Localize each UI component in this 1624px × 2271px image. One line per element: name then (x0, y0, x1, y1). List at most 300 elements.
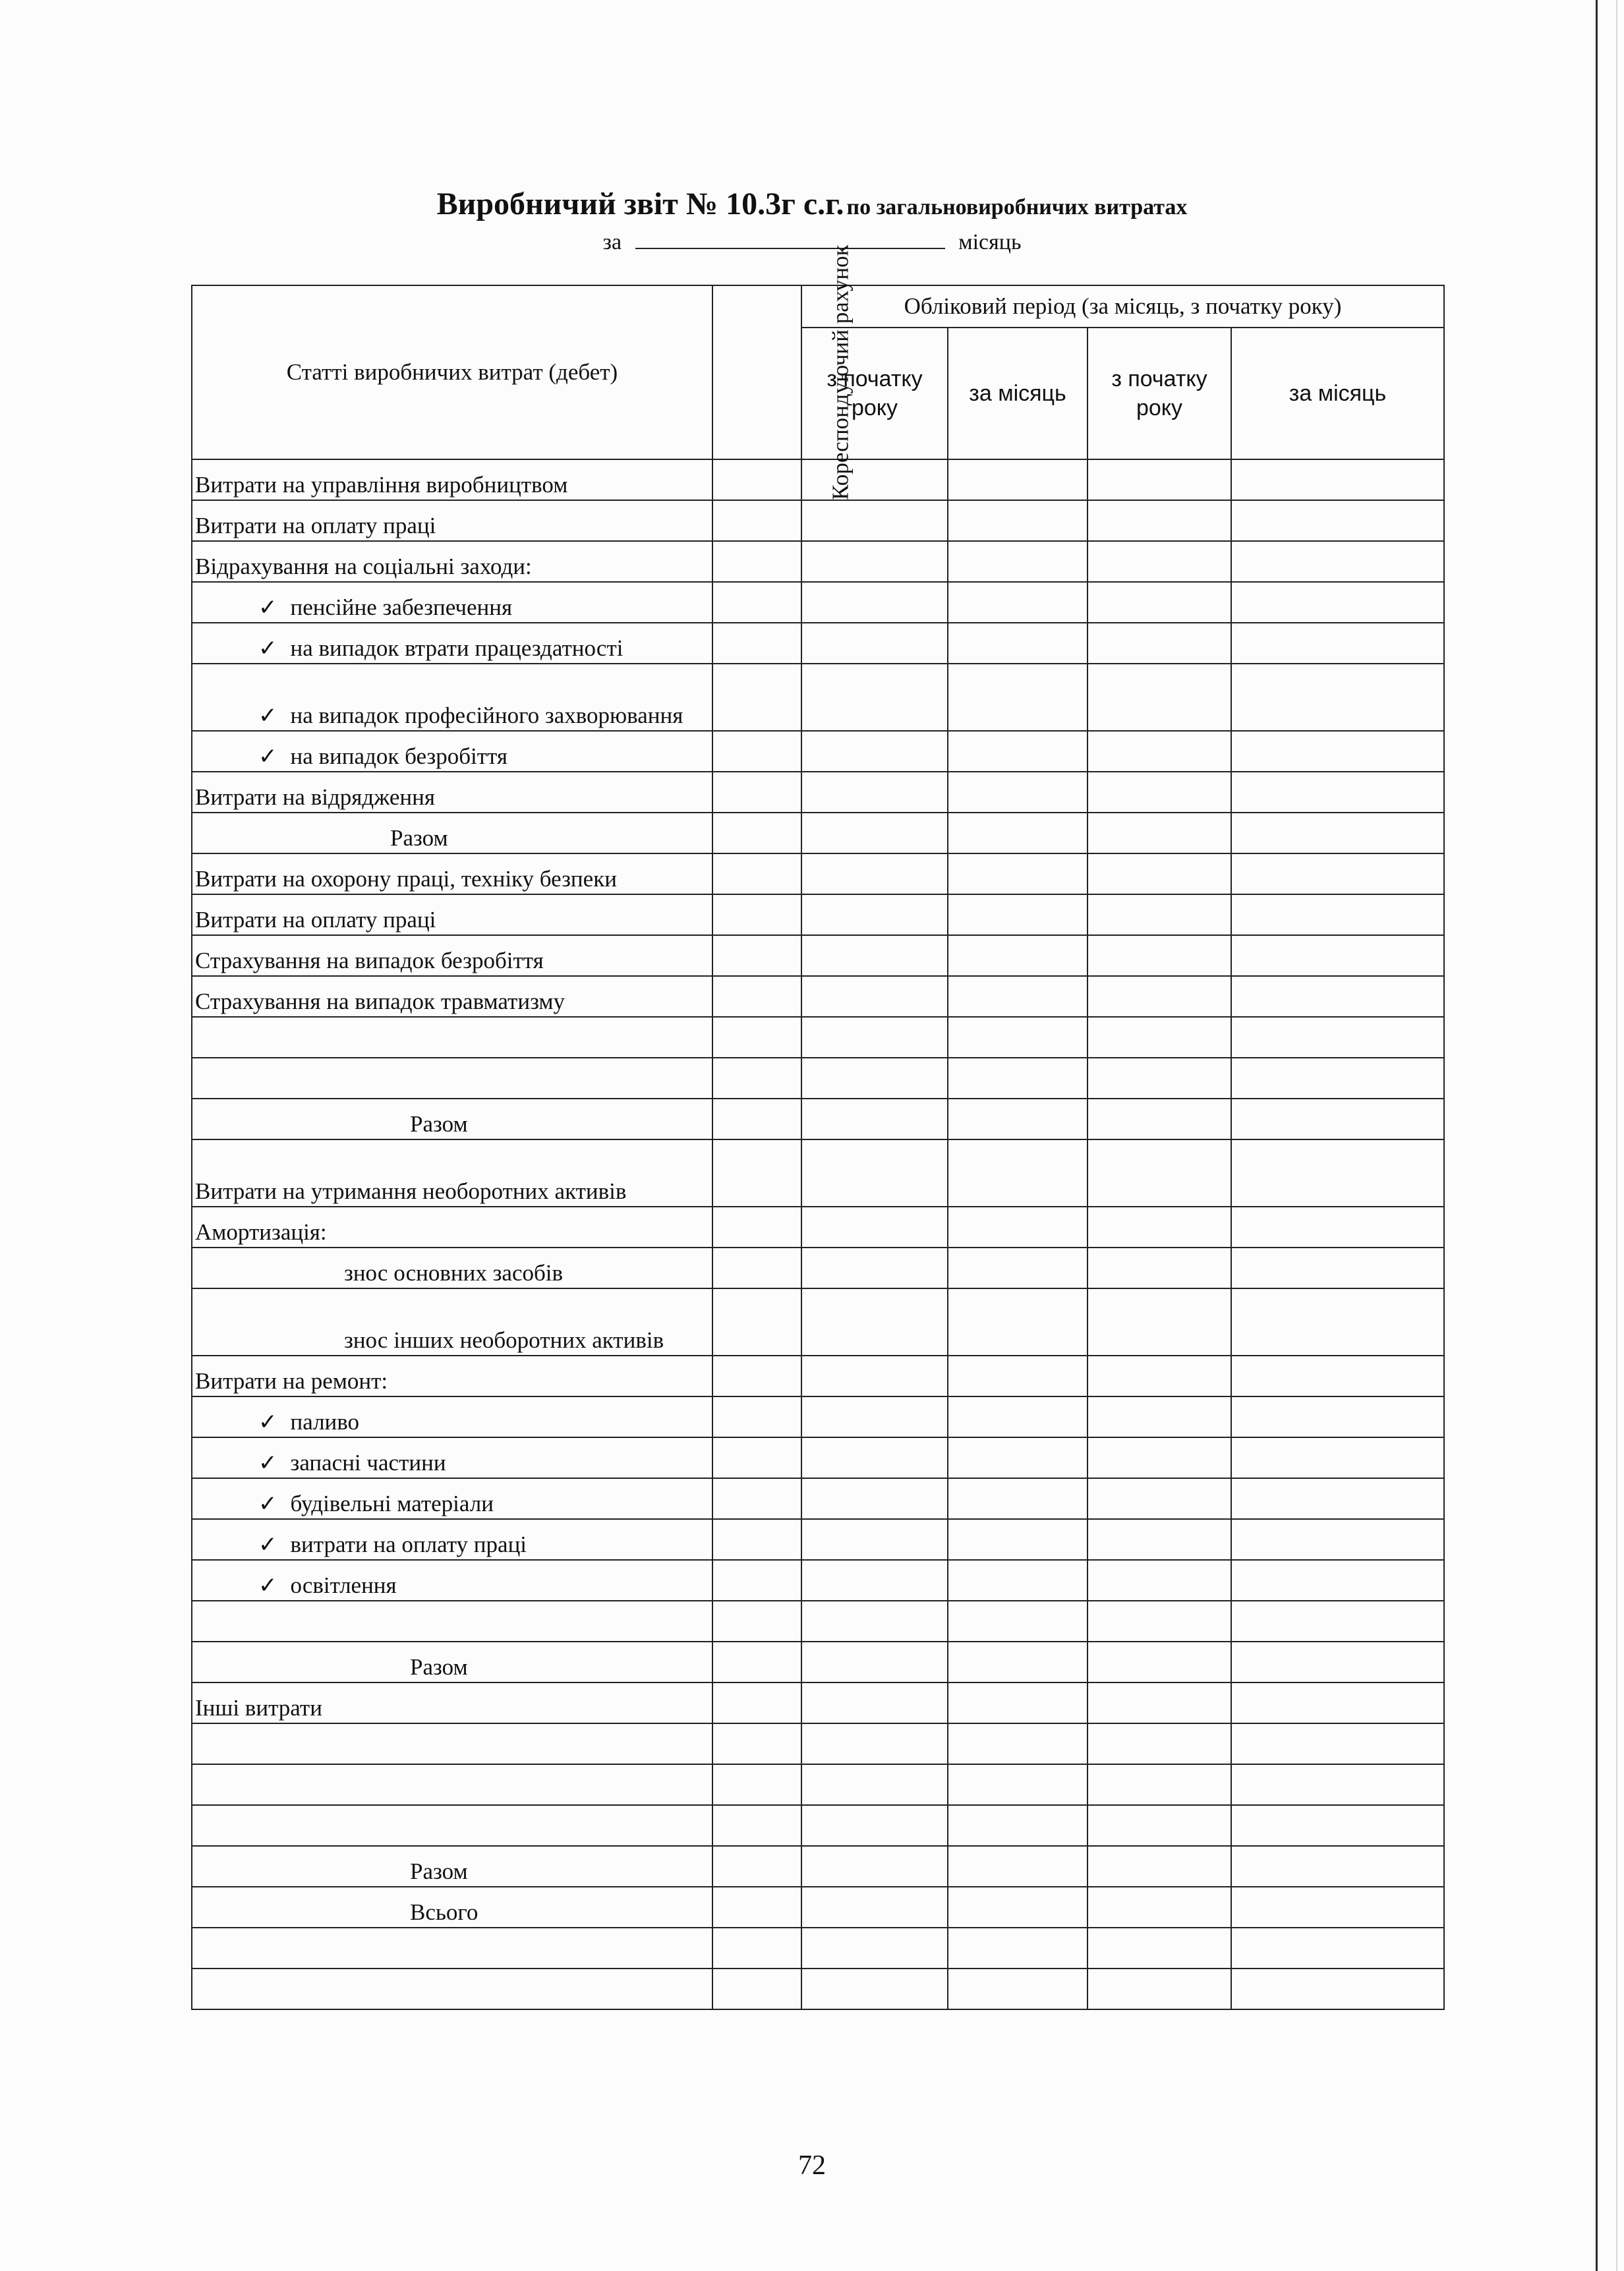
header-corr-account (712, 244, 854, 500)
corr-account-cell[interactable] (712, 1519, 801, 1560)
month-cell-2[interactable] (1231, 772, 1444, 813)
row-label: Амортизація: (195, 1219, 327, 1245)
corr-account-cell[interactable] (712, 1099, 801, 1139)
month-cell-1[interactable] (948, 1099, 1088, 1139)
row-label-cell (192, 1560, 712, 1601)
month-cell-1[interactable] (948, 1017, 1088, 1058)
table-row (192, 1396, 1444, 1437)
month-cell-1[interactable] (948, 459, 1088, 500)
ytd-cell-1[interactable] (801, 813, 948, 853)
table-row (192, 1099, 1444, 1139)
month-cell-1[interactable] (948, 1560, 1088, 1601)
table-row (192, 894, 1444, 935)
row-label: знос інших необоротних активів (344, 1327, 664, 1353)
ytd-cell-2[interactable] (1088, 1642, 1231, 1682)
corr-account-cell[interactable] (712, 541, 801, 582)
row-label-cell (192, 1396, 712, 1437)
table-row (192, 500, 1444, 541)
corr-account-cell[interactable] (712, 1642, 801, 1682)
corr-account-cell[interactable] (712, 1139, 801, 1207)
month-cell-1[interactable] (948, 772, 1088, 813)
ytd-cell-2[interactable] (1088, 731, 1231, 772)
header-article: Статті виробничих витрат (дебет) (192, 285, 712, 459)
month-cell-1[interactable] (948, 976, 1088, 1017)
ytd-cell-2[interactable] (1088, 459, 1231, 500)
month-cell-2[interactable] (1231, 1478, 1444, 1519)
header-corr-account-text: Кореспондуючий рахунок (827, 244, 854, 500)
month-cell-2[interactable] (1231, 1969, 1444, 2009)
report-period-line (0, 228, 1624, 255)
corr-account-cell[interactable] (712, 1560, 801, 1601)
month-cell-1[interactable] (948, 894, 1088, 935)
checkmark-icon: ✓ (258, 1409, 277, 1435)
table-row (192, 772, 1444, 813)
ytd-cell-1[interactable] (801, 1601, 948, 1642)
corr-account-cell[interactable] (712, 1396, 801, 1437)
ytd-cell-2[interactable] (1088, 1805, 1231, 1846)
month-cell-1[interactable] (948, 1288, 1088, 1356)
ytd-cell-1[interactable] (801, 1356, 948, 1396)
row-label-cell (192, 1682, 712, 1723)
ytd-cell-2[interactable] (1088, 1519, 1231, 1560)
table-row (192, 853, 1444, 894)
table-row (192, 541, 1444, 582)
ytd-cell-1[interactable] (801, 1887, 948, 1928)
month-cell-2[interactable] (1231, 1139, 1444, 1207)
report-title (0, 186, 1624, 222)
ytd-cell-2[interactable] (1088, 500, 1231, 541)
table-row (192, 1519, 1444, 1560)
row-label: на випадок професійного захворювання (290, 703, 683, 728)
row-label: Витрати на оплату праці (195, 513, 436, 538)
corr-account-cell[interactable] (712, 1288, 801, 1356)
month-cell-1[interactable] (948, 623, 1088, 664)
ytd-cell-1[interactable] (801, 772, 948, 813)
row-label: витрати на оплату праці (290, 1532, 527, 1557)
checkmark-icon: ✓ (258, 703, 277, 729)
row-label-cell (192, 582, 712, 623)
checkmark-icon: ✓ (258, 1450, 277, 1476)
row-label-cell (192, 1437, 712, 1478)
month-cell-1[interactable] (948, 500, 1088, 541)
row-label: Страхування на випадок безробіття (195, 948, 544, 973)
month-cell-2[interactable] (1231, 459, 1444, 500)
row-label-cell (192, 1248, 712, 1288)
month-cell-2[interactable] (1231, 1207, 1444, 1248)
month-cell-1[interactable] (948, 1805, 1088, 1846)
ytd-cell-1[interactable] (801, 1519, 948, 1560)
ytd-cell-2[interactable] (1088, 935, 1231, 976)
scan-edge (1596, 0, 1598, 2271)
ytd-cell-1[interactable] (801, 541, 948, 582)
row-label-cell (192, 1478, 712, 1519)
table-row (192, 1601, 1444, 1642)
month-cell-1[interactable] (948, 1248, 1088, 1288)
row-label: освітлення (290, 1572, 397, 1598)
table-row (192, 935, 1444, 976)
table-row (192, 1887, 1444, 1928)
row-label: Разом (410, 1654, 468, 1680)
ytd-cell-2[interactable] (1088, 1723, 1231, 1764)
table-row (192, 1058, 1444, 1099)
row-label-cell (192, 1928, 712, 1969)
corr-account-cell[interactable] (712, 772, 801, 813)
ytd-cell-1[interactable] (801, 894, 948, 935)
header-ytd-1: з початку року (801, 328, 948, 459)
corr-account-cell[interactable] (712, 1058, 801, 1099)
ytd-cell-2[interactable] (1088, 1058, 1231, 1099)
month-cell-2[interactable] (1231, 1058, 1444, 1099)
table-row (192, 1969, 1444, 2009)
row-label-cell (192, 500, 712, 541)
row-label: Витрати на оплату праці (195, 907, 436, 933)
table-row (192, 976, 1444, 1017)
table-row (192, 664, 1444, 731)
header-month-1: за місяць (948, 328, 1088, 459)
corr-account-cell[interactable] (712, 894, 801, 935)
table-row (192, 1928, 1444, 1969)
corr-account-cell[interactable] (712, 1601, 801, 1642)
row-label-cell (192, 1805, 712, 1846)
ytd-cell-2[interactable] (1088, 1887, 1231, 1928)
month-cell-1[interactable] (948, 1519, 1088, 1560)
ytd-cell-2[interactable] (1088, 853, 1231, 894)
corr-account-cell[interactable] (712, 1248, 801, 1288)
scan-edge-light (1616, 0, 1617, 2271)
corr-account-cell[interactable] (712, 1969, 801, 2009)
month-cell-2[interactable] (1231, 853, 1444, 894)
row-label-cell (192, 1723, 712, 1764)
corr-account-cell[interactable] (712, 582, 801, 623)
ytd-cell-1[interactable] (801, 1846, 948, 1887)
ytd-cell-1[interactable] (801, 1207, 948, 1248)
month-cell-2[interactable] (1231, 541, 1444, 582)
month-cell-2[interactable] (1231, 582, 1444, 623)
month-cell-2[interactable] (1231, 1846, 1444, 1887)
row-label-cell (192, 1764, 712, 1805)
row-label: Витрати на утримання необоротних активів (195, 1178, 627, 1204)
month-cell-2[interactable] (1231, 1601, 1444, 1642)
corr-account-cell[interactable] (712, 1437, 801, 1478)
ytd-cell-1[interactable] (801, 1248, 948, 1288)
table-row (192, 731, 1444, 772)
month-cell-2[interactable] (1231, 1642, 1444, 1682)
row-label-cell (192, 1356, 712, 1396)
report-title-sub: по загальновиробничих витратах (846, 195, 1188, 219)
ytd-cell-2[interactable] (1088, 1288, 1231, 1356)
report-body (192, 459, 1444, 2009)
corr-account-cell[interactable] (712, 813, 801, 853)
ytd-cell-2[interactable] (1088, 1928, 1231, 1969)
ytd-cell-1[interactable] (801, 1642, 948, 1682)
checkmark-icon: ✓ (258, 635, 277, 662)
corr-account-cell[interactable] (712, 731, 801, 772)
corr-account-cell[interactable] (712, 1887, 801, 1928)
report-title-main: Виробничий звіт № 10.3г с.г. (436, 187, 844, 221)
row-label: Всього (410, 1899, 478, 1925)
ytd-cell-2[interactable] (1088, 1478, 1231, 1519)
row-label: запасні частини (290, 1450, 446, 1476)
corr-account-cell[interactable] (712, 935, 801, 976)
header-month-2: за місяць (1231, 328, 1444, 459)
row-label: Інші витрати (195, 1695, 322, 1721)
table-row (192, 1846, 1444, 1887)
row-label-cell (192, 1288, 712, 1356)
period-blank-field[interactable] (635, 228, 945, 249)
ytd-cell-2[interactable] (1088, 813, 1231, 853)
corr-account-cell[interactable] (712, 1356, 801, 1396)
row-label-cell (192, 813, 712, 853)
ytd-cell-1[interactable] (801, 623, 948, 664)
ytd-cell-1[interactable] (801, 1682, 948, 1723)
period-suffix: місяць (958, 230, 1022, 254)
month-cell-2[interactable] (1231, 894, 1444, 935)
row-label: Разом (410, 1111, 468, 1137)
corr-account-cell[interactable] (712, 623, 801, 664)
table-row (192, 1682, 1444, 1723)
month-cell-2[interactable] (1231, 1288, 1444, 1356)
month-cell-1[interactable] (948, 731, 1088, 772)
ytd-cell-2[interactable] (1088, 1139, 1231, 1207)
ytd-cell-1[interactable] (801, 1723, 948, 1764)
month-cell-2[interactable] (1231, 1887, 1444, 1928)
ytd-cell-2[interactable] (1088, 1099, 1231, 1139)
month-cell-1[interactable] (948, 935, 1088, 976)
ytd-cell-2[interactable] (1088, 1764, 1231, 1805)
ytd-cell-2[interactable] (1088, 976, 1231, 1017)
table-row (192, 459, 1444, 500)
table-row (192, 1478, 1444, 1519)
month-cell-1[interactable] (948, 1207, 1088, 1248)
corr-account-cell[interactable] (712, 1682, 801, 1723)
ytd-cell-1[interactable] (801, 1928, 948, 1969)
row-label-cell (192, 623, 712, 664)
corr-account-cell[interactable] (712, 1764, 801, 1805)
month-cell-1[interactable] (948, 1437, 1088, 1478)
month-cell-2[interactable] (1231, 1519, 1444, 1560)
ytd-cell-2[interactable] (1088, 1396, 1231, 1437)
row-label-cell (192, 894, 712, 935)
month-cell-1[interactable] (948, 1764, 1088, 1805)
row-label-cell (192, 853, 712, 894)
month-cell-1[interactable] (948, 1928, 1088, 1969)
row-label: на випадок безробіття (290, 743, 508, 769)
month-cell-2[interactable] (1231, 1682, 1444, 1723)
ytd-cell-2[interactable] (1088, 1969, 1231, 2009)
month-cell-1[interactable] (948, 813, 1088, 853)
row-label-cell (192, 935, 712, 976)
corr-account-cell[interactable] (712, 1207, 801, 1248)
ytd-cell-1[interactable] (801, 731, 948, 772)
month-cell-1[interactable] (948, 582, 1088, 623)
row-label: будівельні матеріали (290, 1491, 494, 1516)
month-cell-2[interactable] (1231, 1560, 1444, 1601)
row-label: паливо (290, 1409, 360, 1435)
month-cell-2[interactable] (1231, 1723, 1444, 1764)
page-number: 72 (798, 2150, 826, 2181)
row-label: Витрати на охорону праці, техніку безпеки (195, 866, 617, 892)
ytd-cell-2[interactable] (1088, 1601, 1231, 1642)
ytd-cell-2[interactable] (1088, 772, 1231, 813)
ytd-cell-1[interactable] (801, 1805, 948, 1846)
ytd-cell-2[interactable] (1088, 1682, 1231, 1723)
month-cell-2[interactable] (1231, 813, 1444, 853)
ytd-cell-1[interactable] (801, 1560, 948, 1601)
corr-account-cell[interactable] (712, 1478, 801, 1519)
table-row (192, 1642, 1444, 1682)
ytd-cell-2[interactable] (1088, 894, 1231, 935)
corr-account-cell[interactable] (712, 976, 801, 1017)
table-row (192, 1017, 1444, 1058)
ytd-cell-1[interactable] (801, 1437, 948, 1478)
corr-account-cell[interactable] (712, 1805, 801, 1846)
ytd-cell-2[interactable] (1088, 1207, 1231, 1248)
row-label-cell (192, 1846, 712, 1887)
checkmark-icon: ✓ (258, 743, 277, 770)
month-cell-2[interactable] (1231, 623, 1444, 664)
ytd-cell-2[interactable] (1088, 541, 1231, 582)
month-cell-1[interactable] (948, 1601, 1088, 1642)
month-cell-1[interactable] (948, 1058, 1088, 1099)
row-label-cell (192, 1139, 712, 1207)
ytd-cell-2[interactable] (1088, 582, 1231, 623)
month-cell-2[interactable] (1231, 935, 1444, 976)
month-cell-1[interactable] (948, 664, 1088, 731)
row-label: Разом (410, 1858, 468, 1884)
month-cell-1[interactable] (948, 541, 1088, 582)
ytd-cell-1[interactable] (801, 1764, 948, 1805)
checkmark-icon: ✓ (258, 1532, 277, 1558)
period-prefix: за (602, 230, 622, 254)
month-cell-2[interactable] (1231, 1396, 1444, 1437)
month-cell-2[interactable] (1231, 1356, 1444, 1396)
table-row (192, 623, 1444, 664)
month-cell-2[interactable] (1231, 976, 1444, 1017)
month-cell-1[interactable] (948, 1356, 1088, 1396)
month-cell-1[interactable] (948, 1723, 1088, 1764)
row-label: Відрахування на соціальні заходи: (195, 554, 532, 579)
header-period-group: Обліковий період (за місяць, з початку року) (801, 285, 1444, 328)
ytd-cell-1[interactable] (801, 582, 948, 623)
ytd-cell-2[interactable] (1088, 1017, 1231, 1058)
header-ytd-2: з початку року (1088, 328, 1231, 459)
row-label: Витрати на ремонт: (195, 1368, 388, 1394)
table-row (192, 1723, 1444, 1764)
month-cell-1[interactable] (948, 1478, 1088, 1519)
month-cell-1[interactable] (948, 1139, 1088, 1207)
ytd-cell-1[interactable] (801, 976, 948, 1017)
month-cell-1[interactable] (948, 1969, 1088, 2009)
row-label: Страхування на випадок травматизму (195, 989, 566, 1014)
month-cell-2[interactable] (1231, 1437, 1444, 1478)
corr-account-cell[interactable] (712, 1017, 801, 1058)
month-cell-1[interactable] (948, 1396, 1088, 1437)
row-label-cell (192, 1058, 712, 1099)
ytd-cell-1[interactable] (801, 1288, 948, 1356)
row-label-cell (192, 1969, 712, 2009)
ytd-cell-1[interactable] (801, 1099, 948, 1139)
month-cell-2[interactable] (1231, 1099, 1444, 1139)
month-cell-1[interactable] (948, 1887, 1088, 1928)
row-label: знос основних засобів (344, 1260, 564, 1286)
table-row (192, 1805, 1444, 1846)
month-cell-1[interactable] (948, 1682, 1088, 1723)
table-row (192, 1288, 1444, 1356)
row-label-cell (192, 1601, 712, 1642)
row-label-cell (192, 1207, 712, 1248)
month-cell-1[interactable] (948, 853, 1088, 894)
row-label: на випадок втрати працездатності (290, 635, 624, 661)
ytd-cell-1[interactable] (801, 1396, 948, 1437)
table-row (192, 1356, 1444, 1396)
ytd-cell-1[interactable] (801, 935, 948, 976)
row-label-cell (192, 1099, 712, 1139)
table-row (192, 1248, 1444, 1288)
month-cell-2[interactable] (1231, 1805, 1444, 1846)
corr-account-cell[interactable] (712, 664, 801, 731)
ytd-cell-2[interactable] (1088, 1560, 1231, 1601)
checkmark-icon: ✓ (258, 1491, 277, 1517)
month-cell-2[interactable] (1231, 1928, 1444, 1969)
month-cell-2[interactable] (1231, 1764, 1444, 1805)
ytd-cell-1[interactable] (801, 1478, 948, 1519)
corr-account-cell[interactable] (712, 1928, 801, 1969)
row-label: Витрати на відрядження (195, 784, 435, 810)
checkmark-icon: ✓ (258, 594, 277, 621)
ytd-cell-2[interactable] (1088, 1437, 1231, 1478)
table-row (192, 1207, 1444, 1248)
row-label-cell (192, 976, 712, 1017)
month-cell-2[interactable] (1231, 731, 1444, 772)
ytd-cell-1[interactable] (801, 1969, 948, 2009)
month-cell-2[interactable] (1231, 664, 1444, 731)
corr-account-cell[interactable] (712, 853, 801, 894)
row-label-cell (192, 1017, 712, 1058)
ytd-cell-1[interactable] (801, 853, 948, 894)
corr-account-cell[interactable] (712, 500, 801, 541)
month-cell-1[interactable] (948, 1846, 1088, 1887)
corr-account-cell[interactable] (712, 459, 801, 500)
table-row (192, 813, 1444, 853)
ytd-cell-2[interactable] (1088, 664, 1231, 731)
month-cell-1[interactable] (948, 1642, 1088, 1682)
ytd-cell-2[interactable] (1088, 1248, 1231, 1288)
ytd-cell-2[interactable] (1088, 623, 1231, 664)
table-row (192, 582, 1444, 623)
ytd-cell-1[interactable] (801, 1058, 948, 1099)
ytd-cell-2[interactable] (1088, 1356, 1231, 1396)
ytd-cell-1[interactable] (801, 664, 948, 731)
month-cell-2[interactable] (1231, 1017, 1444, 1058)
row-label-cell (192, 1642, 712, 1682)
row-label-cell (192, 664, 712, 731)
row-label-cell (192, 1887, 712, 1928)
expense-report-table (191, 244, 1445, 2010)
month-cell-2[interactable] (1231, 500, 1444, 541)
ytd-cell-1[interactable] (801, 1139, 948, 1207)
month-cell-2[interactable] (1231, 1248, 1444, 1288)
ytd-cell-1[interactable] (801, 500, 948, 541)
table-row (192, 1560, 1444, 1601)
row-label: пенсійне забезпечення (290, 594, 513, 620)
row-label: Разом (390, 825, 448, 851)
corr-account-cell[interactable] (712, 1723, 801, 1764)
row-label: Витрати на управління виробництвом (195, 472, 568, 498)
ytd-cell-1[interactable] (801, 459, 948, 500)
corr-account-cell[interactable] (712, 1846, 801, 1887)
ytd-cell-1[interactable] (801, 1017, 948, 1058)
ytd-cell-2[interactable] (1088, 1846, 1231, 1887)
